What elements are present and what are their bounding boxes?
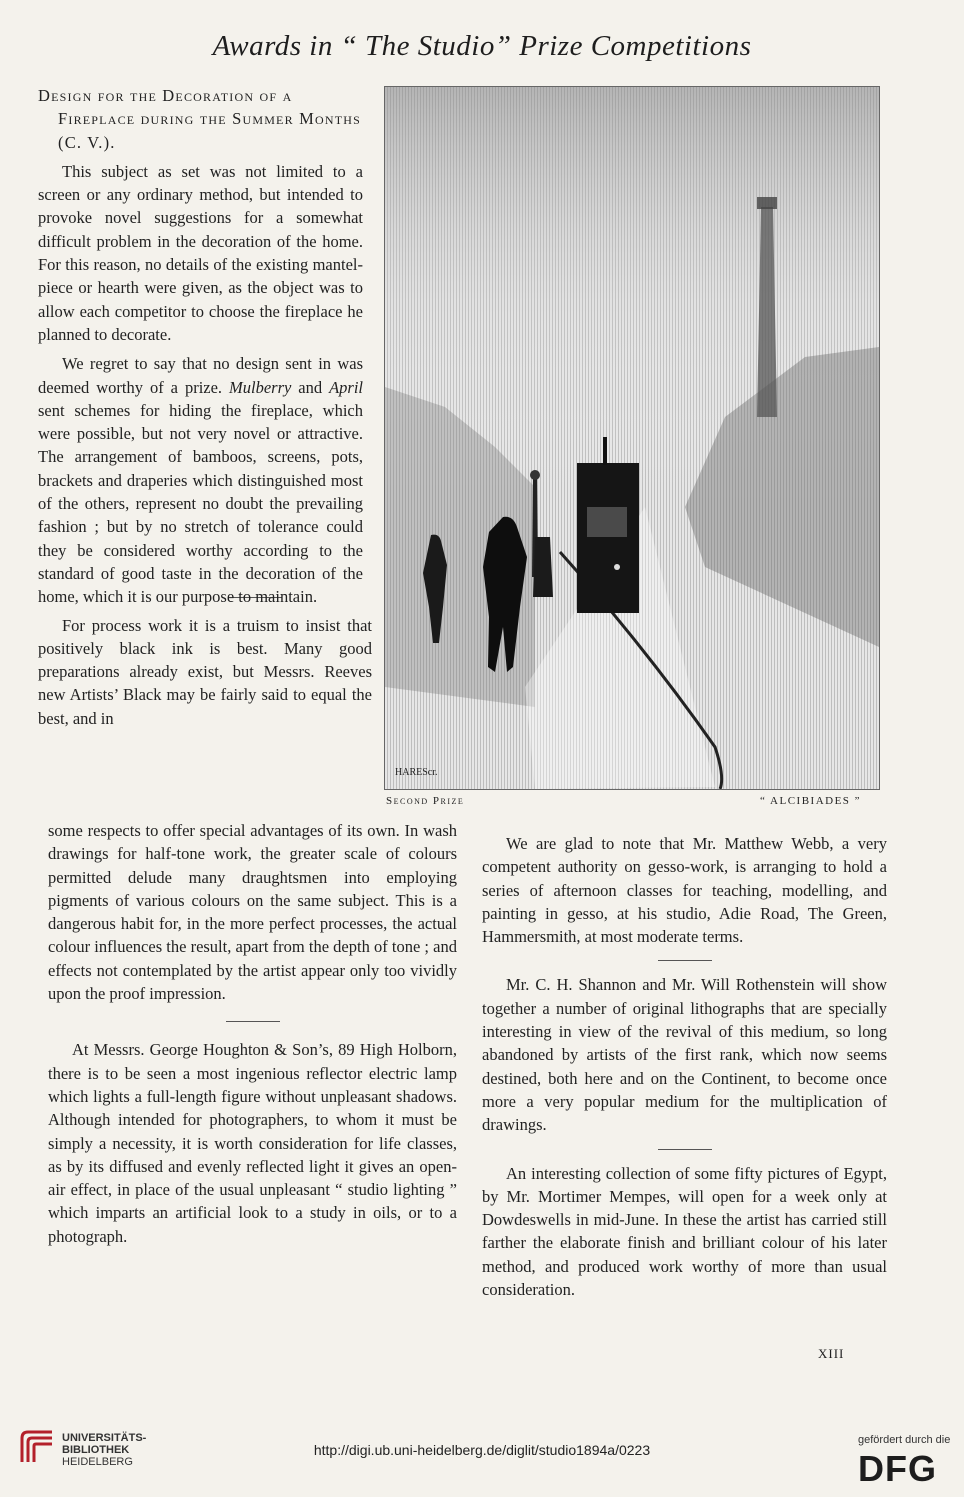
- page-title: Awards in “ The Studio” Prize Competitions: [212, 30, 752, 62]
- section-rule: [226, 1021, 280, 1022]
- tram-window: [587, 507, 627, 537]
- page-number: XIII: [818, 1346, 845, 1361]
- tram-pole: [603, 437, 607, 465]
- illustration-plate: [384, 86, 880, 790]
- section-rule: [658, 1149, 712, 1150]
- bottom-right-column: [482, 832, 887, 1301]
- artist-signature: HAREScr.: [395, 767, 438, 778]
- funder-logo: DFG: [858, 1448, 937, 1489]
- paragraph: An interesting collection of some fifty pictures of Egypt, by Mr. Mortimer Mempes, will open for a week only at Dowdeswells in mid-June. In these the artist has carried still farther the elaborate finish and brilliant colour of his later method, and produced work worthy of more than usual consideration.: [482, 1163, 887, 1300]
- library-name-line: BIBLIOTHEK: [62, 1444, 130, 1456]
- paragraph: some respects to offer special advantages of its own. In wash drawings for half-tone work, the greater scale of colours permitted delude many draughtsmen into employing pigments of various colours on the same subject. This is a dangerous habit for, in the more perfect processes, the actual colour influences the result, apart from the depth of tone ; and effects not contemplated by the artist appear only too vividly upon the proof impression.: [48, 821, 457, 1004]
- paragraph: [38, 352, 363, 608]
- street-lamp: [530, 470, 540, 480]
- text-run: sent schemes for hiding the fireplace, which were possible, but not very novel or attractive. The arrangement of bamboos, screens, pots, brackets and draperies which distinguished most of the others, represent no doubt the prevailing fashion ; but by no stretch of tolerance could they be considered worthy according to the standard of good taste in the decoration of the home, which it is our purpose to maintain.: [38, 400, 363, 607]
- left-column: [38, 84, 372, 730]
- text-run: and: [291, 377, 330, 397]
- paragraph: At Messrs. George Houghton & Son’s, 89 High Holborn, there is to be seen a most ingenious reflector electric lamp which lights a full-length figure without unpleasant shadows. Although intended for photographers, to whom it must be simply a necessity, it is worth consideration for life classes, as by its diffused and evenly reflected light it gives an open-air effect, in place of the usual unpleasant “ studio lighting ” which imparts an artificial look to a study in oils, or to a photograph.: [48, 1040, 457, 1246]
- funder-text: gefördert durch die: [858, 1434, 951, 1446]
- paragraph: For process work it is a truism to insist that positively black ink is best. Many good preparations already exist, but Messrs. Reeves new Artists’ Black may be fairly said to equal the best, and in: [38, 615, 372, 728]
- caption-prize: Second Prize: [386, 795, 465, 807]
- bottom-left-column: [48, 819, 457, 1248]
- section-heading: Design for the Decoration of a Fireplace during the Summer Months (C. V.).: [38, 86, 361, 152]
- source-url-link[interactable]: http://digi.ub.uni-heidelberg.de/diglit/studio1894a/0223: [313, 1442, 651, 1458]
- library-name-line: HEIDELBERG: [62, 1456, 133, 1468]
- column-capital: [757, 197, 777, 209]
- section-rule: [658, 960, 712, 961]
- paragraph: We are glad to note that Mr. Matthew Webb, a very competent authority on gesso-work, is arranging to hold a series of afternoon classes for teaching, modelling, and painting in gesso, at his studio, Adie Road, The Green, Hammersmith, at most moderate terms.: [482, 834, 887, 947]
- library-name-line: UNIVERSITÄTS-: [62, 1432, 147, 1444]
- caption-pseudonym: “ ALCIBIADES ”: [760, 795, 862, 807]
- tram-lamp: [614, 564, 620, 570]
- paragraph: Mr. C. H. Shannon and Mr. Will Rothenstein will show together a number of original lithographs that are specially interesting in view of the revival of this medium, so long abandoned by artists of the first rank, which now seems destined, both here and on the Continent, to become once more a very popular medium for the multiplication of drawings.: [482, 975, 887, 1135]
- cart: [533, 537, 553, 597]
- entry-name-april: April: [329, 377, 364, 397]
- tram: [577, 463, 639, 613]
- paragraph: This subject as set was not limited to a screen or any ordinary method, but intended to provoke novel suggestions for a somewhat difficult problem in the decoration of the home. For this reason, no details of the existing mantel-piece or hearth were given, as the object was to allow each competitor to choose the fireplace he planned to decorate.: [38, 161, 363, 344]
- rainy-street-illustration: [385, 87, 879, 789]
- entry-name-mulberry: Mulberry: [229, 377, 292, 397]
- text-run: We regret to say that no design sent in was deemed worthy of a prize.: [38, 354, 363, 397]
